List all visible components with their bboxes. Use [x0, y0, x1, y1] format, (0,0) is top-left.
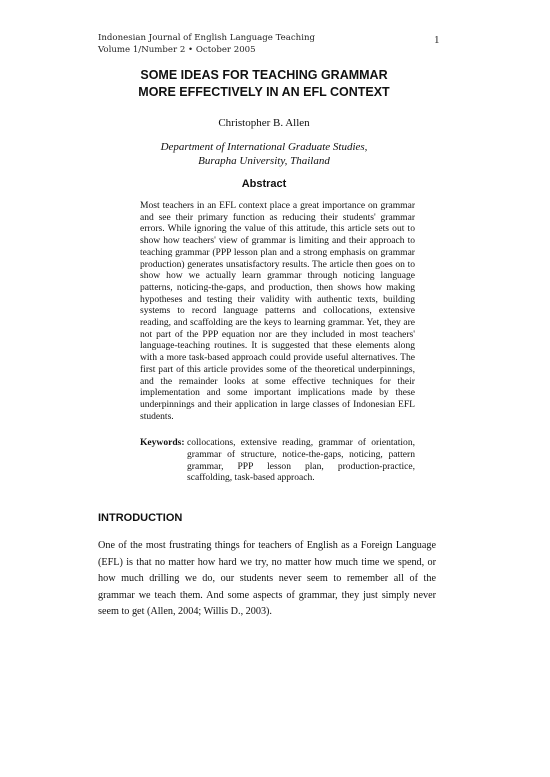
running-head	[98, 32, 315, 56]
abstract-heading: Abstract	[241, 178, 287, 190]
paper-title	[98, 67, 430, 101]
title-line-2: MORE EFFECTIVELY IN AN EFL CONTEXT	[138, 85, 390, 99]
title-line-1: SOME IDEAS FOR TEACHING GRAMMAR	[140, 68, 388, 82]
affiliation-line-1: Department of International Graduate Studies,	[160, 141, 368, 153]
page-number: 1	[434, 34, 440, 46]
section-heading-introduction: INTRODUCTION	[98, 512, 183, 524]
introduction-paragraph: One of the most frustrating things for teachers of English as a Foreign Language (EFL) is that no matter how hard we try, no matter how much time we spend, or how much drilling we do, our students never seem to remember all of the grammar we teach them. And some aspects of grammar, they just simply never seem to get (Allen, 2004; Willis D., 2003).	[98, 540, 436, 618]
journal-name: Indonesian Journal of English Language Teaching	[98, 33, 315, 43]
author-name: Christopher B. Allen	[218, 117, 310, 129]
keywords-block	[140, 437, 415, 484]
keywords-text: collocations, extensive reading, grammar of orientation, grammar of structure, notice-the-gaps, noticing, pattern grammar, PPP lesson plan, production-practice, scaffolding, task-based approach.	[187, 437, 415, 484]
keywords-label: Keywords:	[140, 437, 185, 448]
abstract-text: Most teachers in an EFL context place a great importance on grammar and see their primary function as reducing their students' grammar errors. While ignoring the value of this attitude, this article sets out to show how teachers' view of grammar is limiting and their approach to teaching grammar (PPP lesson plan and a strong emphasis on grammar production) generates unsatisfactory results. The article then goes on to show how we actually learn grammar through noticing language patterns, noticing-the-gaps, and production, then shows how making hypotheses and testing their validity with authentic texts, building systems to record language patterns and collocations, extensive reading, and scaffolding are the keys to learning grammar. Yet, they are not part of the PPP equation nor are they included in most teachers' language-teaching routines. It is suggested that these elements along with a more task-based approach could provide useful alternatives. The first part of this article provides some of the theoretical underpinnings, and the remainder looks at some effective techniques for their implementation and some important implications made by these underpinnings and their application in large classes of Indonesian EFL students.	[140, 200, 415, 422]
volume-line: Volume 1/Number 2 • October 2005	[98, 45, 256, 55]
affiliation-line-2: Burapha University, Thailand	[198, 155, 330, 167]
affiliation	[98, 140, 430, 168]
